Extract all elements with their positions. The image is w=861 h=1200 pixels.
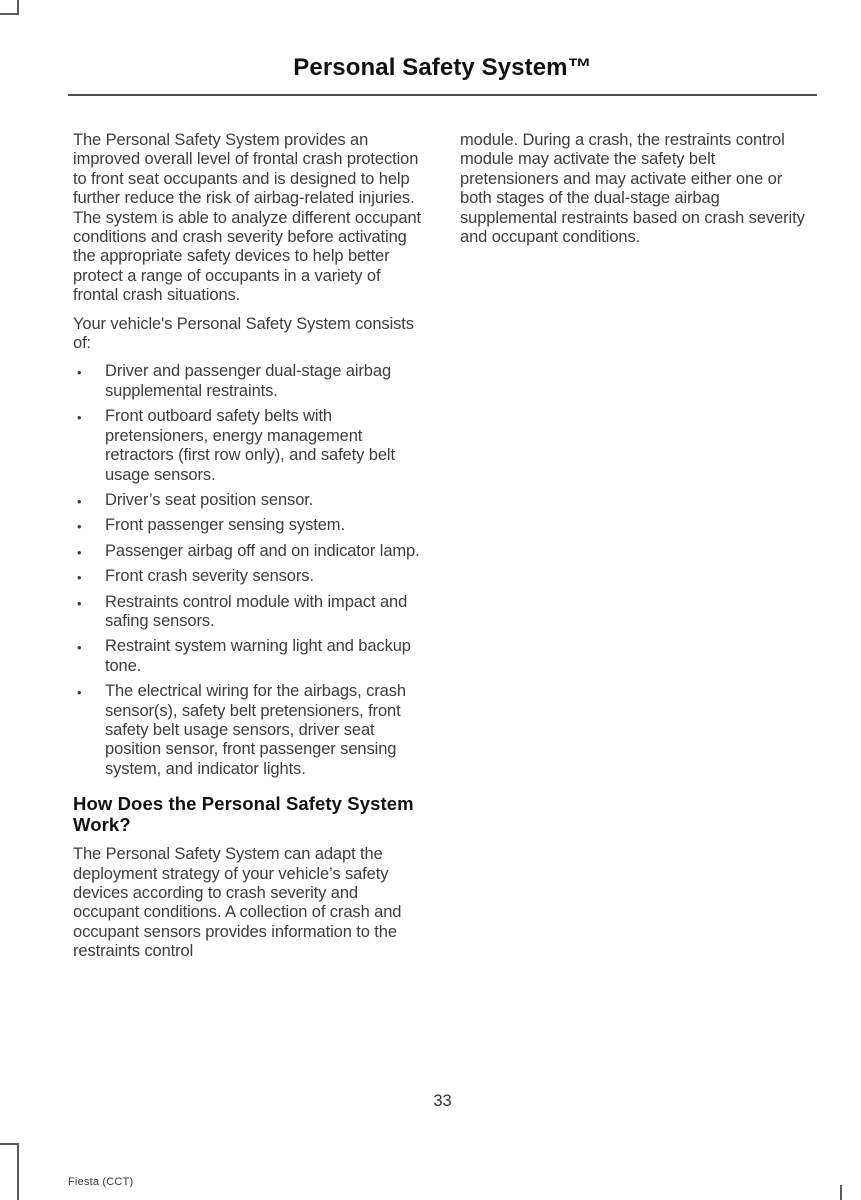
bullet-glyph: •	[77, 410, 82, 426]
list-item-text: Driver and passenger dual-stage airbag supplemental restraints.	[105, 362, 392, 400]
bullet-glyph: •	[77, 519, 82, 535]
list-item-text: Front outboard safety belts with pretensioners, energy management retractors (first row only), and safety belt usage sensors.	[105, 407, 395, 484]
list-item-text: Passenger airbag off and on indicator lamp.	[105, 541, 420, 560]
left-column	[73, 131, 426, 971]
list-item-text: Driver’s seat position sensor.	[105, 490, 314, 509]
list-item	[73, 362, 426, 401]
list-item	[73, 516, 426, 535]
bullet-glyph: •	[77, 570, 82, 586]
list-item	[73, 593, 426, 632]
list-item	[73, 637, 426, 676]
crop-mark-bottom-right	[840, 1185, 842, 1200]
bullet-glyph: •	[77, 685, 82, 701]
bullet-glyph: •	[77, 640, 82, 656]
list-item	[73, 567, 426, 586]
list-item-text: Restraint system warning light and backup tone.	[105, 637, 411, 675]
bullet-glyph: •	[77, 544, 82, 560]
list-item	[73, 682, 426, 779]
list-item	[73, 491, 426, 510]
section-heading: How Does the Personal Safety System Work?	[73, 793, 414, 835]
continuation-paragraph: module. During a crash, the restraints control module may activate the safety belt pretensioners and may activate either one or both stages of the dual-stage airbag supplemental restraints based on crash severity and occupant conditions.	[460, 131, 805, 247]
footer-model-code: Fiesta (CCT)	[68, 1176, 134, 1188]
right-column	[460, 131, 818, 256]
bullet-glyph: •	[77, 595, 82, 611]
bullet-glyph: •	[77, 365, 82, 381]
list-item-text: The electrical wiring for the airbags, crash sensor(s), safety belt pretensioners, front safety belt usage sensors, driver seat position sensor, front passenger sensing system, and indicator lights.	[105, 682, 406, 778]
safety-system-list	[73, 362, 426, 779]
intro-paragraph: The Personal Safety System provides an improved overall level of frontal crash protection to front seat occupants and is designed to help further reduce the risk of airbag-related injuries. The system is able to analyze different occupant conditions and crash severity before activating the appropriate safety devices to help better protect a range of occupants in a variety of frontal crash situations.	[73, 131, 422, 305]
bullet-glyph: •	[77, 493, 82, 509]
list-item	[73, 407, 426, 485]
crop-mark-top-left	[0, 0, 19, 15]
list-item-text: Front crash severity sensors.	[105, 567, 314, 586]
list-intro: Your vehicle's Personal Safety System consists of:	[73, 314, 414, 353]
list-item	[73, 542, 426, 561]
page-number: 33	[433, 1092, 452, 1110]
crop-mark-bottom-left	[0, 1143, 19, 1200]
page-title: Personal Safety System™	[293, 54, 592, 81]
title-divider	[68, 94, 817, 96]
list-item-text: Restraints control module with impact and safing sensors.	[105, 592, 408, 630]
list-item-text: Front passenger sensing system.	[105, 516, 345, 535]
section-paragraph: The Personal Safety System can adapt the deployment strategy of your vehicle’s safety devices according to crash severity and occupant conditions. A collection of crash and occupant sensors provides information to the restraints control	[73, 845, 402, 961]
